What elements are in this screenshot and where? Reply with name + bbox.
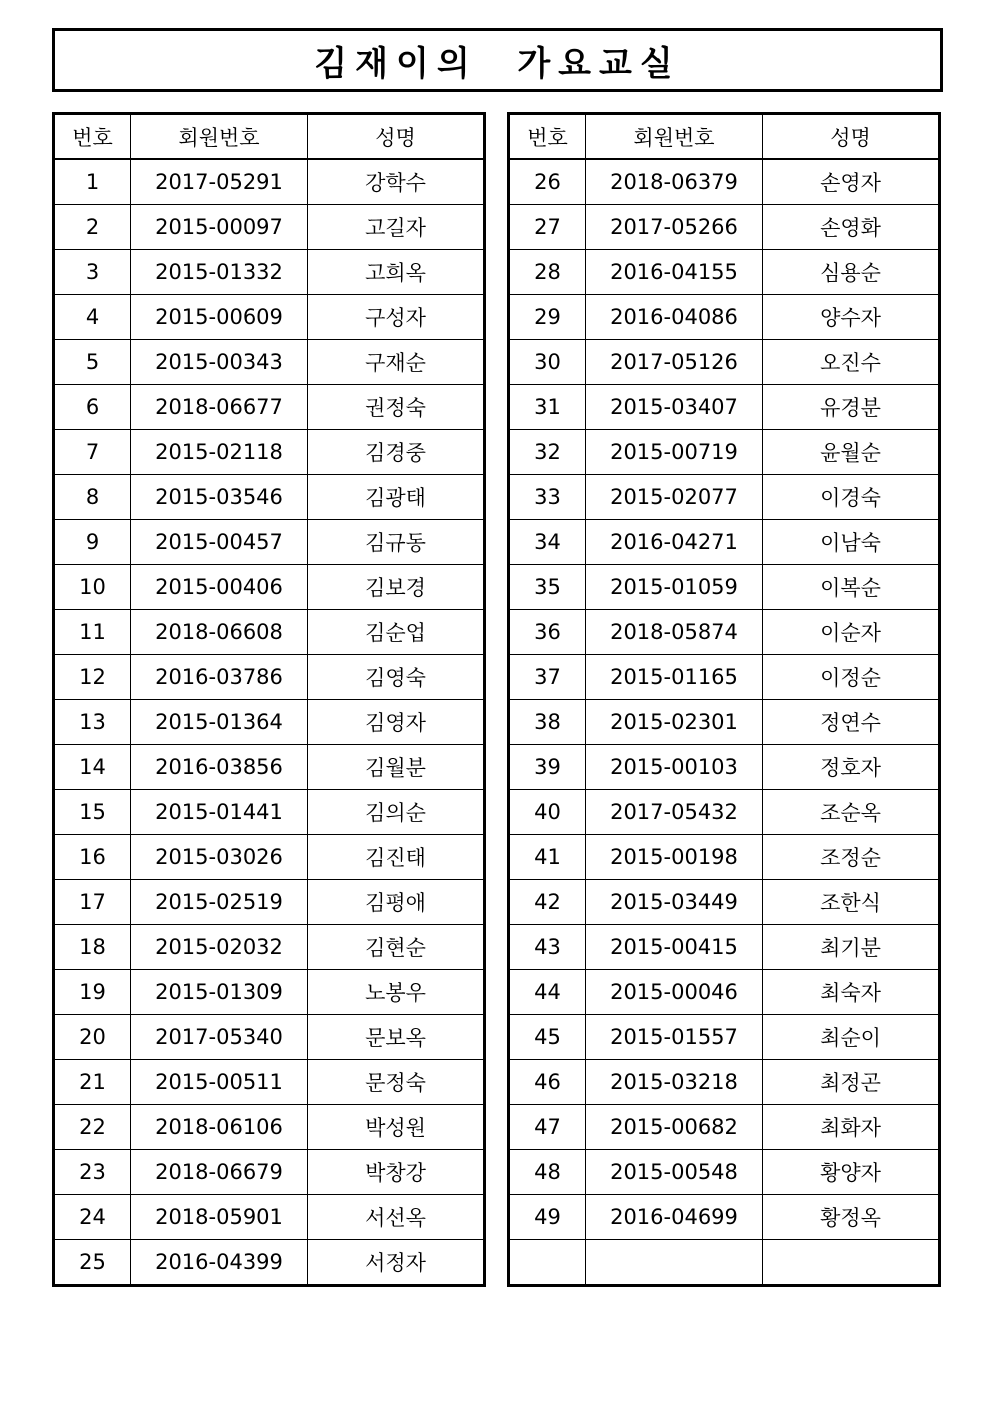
cell-no: 46 [509,1060,586,1105]
table-row [509,159,940,205]
cell-no: 2 [54,205,131,250]
cell-no: 22 [54,1105,131,1150]
table-row [54,790,485,835]
table-row [509,295,940,340]
cell-name: 김경중 [308,430,485,475]
table-row [54,340,485,385]
cell-member-no: 2018-06379 [586,159,763,205]
cell-member-no: 2015-00406 [131,565,308,610]
table-row [54,1150,485,1195]
header-row [509,114,940,160]
cell-name: 김규동 [308,520,485,565]
table-row [54,835,485,880]
header-name: 성명 [308,114,485,160]
cell-no: 24 [54,1195,131,1240]
header-no: 번호 [54,114,131,160]
cell-member-no: 2015-01441 [131,790,308,835]
cell-name: 박성원 [308,1105,485,1150]
table-row [54,655,485,700]
table-row [509,925,940,970]
cell-name: 이순자 [763,610,940,655]
cell-no: 17 [54,880,131,925]
cell-member-no: 2015-00343 [131,340,308,385]
cell-name: 서정자 [308,1240,485,1286]
cell-member-no: 2015-03218 [586,1060,763,1105]
cell-member-no: 2016-03786 [131,655,308,700]
cell-name: 권정숙 [308,385,485,430]
cell-name: 김광태 [308,475,485,520]
cell-member-no: 2017-05340 [131,1015,308,1060]
cell-member-no: 2015-00198 [586,835,763,880]
table-row [54,295,485,340]
cell-member-no: 2015-00415 [586,925,763,970]
cell-name: 최화자 [763,1105,940,1150]
header-row [54,114,485,160]
cell-name: 김순업 [308,610,485,655]
cell-no: 8 [54,475,131,520]
cell-name: 황정옥 [763,1195,940,1240]
cell-name: 심용순 [763,250,940,295]
cell-member-no: 2016-04086 [586,295,763,340]
cell-name: 최순이 [763,1015,940,1060]
cell-member-no: 2016-04155 [586,250,763,295]
cell-member-no: 2015-01364 [131,700,308,745]
cell-name: 고길자 [308,205,485,250]
table-row [509,1240,940,1286]
cell-name: 조한식 [763,880,940,925]
cell-name: 김평애 [308,880,485,925]
cell-member-no: 2016-03856 [131,745,308,790]
cell-no: 30 [509,340,586,385]
table-row [54,159,485,205]
cell-name: 고희옥 [308,250,485,295]
cell-member-no: 2015-01557 [586,1015,763,1060]
cell-name: 김월분 [308,745,485,790]
table-row [54,250,485,295]
cell-no: 18 [54,925,131,970]
table-row [54,385,485,430]
cell-no: 12 [54,655,131,700]
table-row [509,475,940,520]
cell-no: 45 [509,1015,586,1060]
cell-no: 28 [509,250,586,295]
cell-no: 14 [54,745,131,790]
cell-no: 5 [54,340,131,385]
cell-member-no [586,1240,763,1286]
cell-member-no: 2015-01332 [131,250,308,295]
table-row [509,655,940,700]
cell-no: 37 [509,655,586,700]
cell-member-no: 2015-00682 [586,1105,763,1150]
cell-member-no: 2015-03546 [131,475,308,520]
table-row [509,700,940,745]
cell-no [509,1240,586,1286]
header-name: 성명 [763,114,940,160]
cell-no: 7 [54,430,131,475]
cell-no: 27 [509,205,586,250]
cell-name: 양수자 [763,295,940,340]
cell-name: 강학수 [308,159,485,205]
table-row [509,340,940,385]
cell-name: 오진수 [763,340,940,385]
cell-name: 윤월순 [763,430,940,475]
cell-member-no: 2017-05126 [586,340,763,385]
table-row [509,565,940,610]
cell-name: 이복순 [763,565,940,610]
table-row [509,385,940,430]
table-row [54,610,485,655]
cell-name: 손영화 [763,205,940,250]
cell-no: 41 [509,835,586,880]
cell-name: 조순옥 [763,790,940,835]
table-row [509,430,940,475]
table-row [509,835,940,880]
cell-name: 정연수 [763,700,940,745]
table-row [509,790,940,835]
table-row [509,205,940,250]
table-row [54,1240,485,1286]
cell-no: 6 [54,385,131,430]
cell-no: 15 [54,790,131,835]
cell-member-no: 2015-00097 [131,205,308,250]
cell-member-no: 2018-06106 [131,1105,308,1150]
cell-member-no: 2015-01059 [586,565,763,610]
table-row [509,610,940,655]
cell-name: 문정숙 [308,1060,485,1105]
cell-member-no: 2016-04699 [586,1195,763,1240]
cell-name: 황양자 [763,1150,940,1195]
header-no: 번호 [509,114,586,160]
cell-no: 36 [509,610,586,655]
cell-member-no: 2015-00457 [131,520,308,565]
table-row [54,565,485,610]
cell-no: 19 [54,970,131,1015]
table-row [509,1105,940,1150]
cell-no: 35 [509,565,586,610]
cell-name [763,1240,940,1286]
cell-no: 1 [54,159,131,205]
cell-no: 23 [54,1150,131,1195]
cell-no: 47 [509,1105,586,1150]
cell-member-no: 2015-00719 [586,430,763,475]
cell-name: 조정순 [763,835,940,880]
table-row [509,520,940,565]
cell-name: 이정순 [763,655,940,700]
cell-no: 44 [509,970,586,1015]
cell-no: 40 [509,790,586,835]
table-row [509,745,940,790]
cell-member-no: 2015-01309 [131,970,308,1015]
table-row [54,1195,485,1240]
table-row [54,205,485,250]
cell-name: 김보경 [308,565,485,610]
roster-table-right [507,112,941,1287]
cell-member-no: 2017-05291 [131,159,308,205]
cell-member-no: 2015-00046 [586,970,763,1015]
cell-no: 34 [509,520,586,565]
cell-no: 10 [54,565,131,610]
cell-no: 38 [509,700,586,745]
cell-member-no: 2015-00609 [131,295,308,340]
cell-member-no: 2015-02118 [131,430,308,475]
table-row [509,250,940,295]
cell-member-no: 2017-05266 [586,205,763,250]
table-row [509,1195,940,1240]
cell-member-no: 2015-03407 [586,385,763,430]
cell-name: 김영숙 [308,655,485,700]
table-row [54,520,485,565]
cell-no: 42 [509,880,586,925]
table-row [509,880,940,925]
cell-name: 손영자 [763,159,940,205]
cell-member-no: 2015-03449 [586,880,763,925]
cell-member-no: 2018-06679 [131,1150,308,1195]
cell-member-no: 2018-05874 [586,610,763,655]
roster-body-right [509,159,940,1286]
cell-no: 25 [54,1240,131,1286]
cell-member-no: 2015-00103 [586,745,763,790]
header-member-no: 회원번호 [131,114,308,160]
table-row [509,1015,940,1060]
table-row [509,1150,940,1195]
cell-name: 최기분 [763,925,940,970]
cell-member-no: 2015-02077 [586,475,763,520]
cell-no: 9 [54,520,131,565]
cell-no: 20 [54,1015,131,1060]
header-member-no: 회원번호 [586,114,763,160]
table-row [509,970,940,1015]
table-row [54,880,485,925]
cell-no: 13 [54,700,131,745]
cell-member-no: 2015-01165 [586,655,763,700]
cell-name: 서선옥 [308,1195,485,1240]
cell-member-no: 2015-03026 [131,835,308,880]
cell-name: 노봉우 [308,970,485,1015]
title-box [52,28,943,92]
cell-member-no: 2018-06608 [131,610,308,655]
cell-no: 43 [509,925,586,970]
table-row [54,1060,485,1105]
table-row [54,475,485,520]
table-row [509,1060,940,1105]
cell-name: 구재순 [308,340,485,385]
cell-member-no: 2015-00548 [586,1150,763,1195]
cell-name: 최정곤 [763,1060,940,1105]
cell-name: 정호자 [763,745,940,790]
cell-no: 48 [509,1150,586,1195]
cell-no: 39 [509,745,586,790]
cell-name: 김의순 [308,790,485,835]
cell-name: 유경분 [763,385,940,430]
table-row [54,1105,485,1150]
cell-name: 이남숙 [763,520,940,565]
cell-name: 김현순 [308,925,485,970]
cell-no: 21 [54,1060,131,1105]
cell-member-no: 2015-00511 [131,1060,308,1105]
page-title: 김재이의 가요교실 [314,43,681,84]
cell-no: 11 [54,610,131,655]
cell-name: 박창강 [308,1150,485,1195]
table-row [54,745,485,790]
cell-member-no: 2018-06677 [131,385,308,430]
cell-member-no: 2016-04271 [586,520,763,565]
cell-no: 32 [509,430,586,475]
cell-no: 29 [509,295,586,340]
cell-no: 31 [509,385,586,430]
cell-member-no: 2016-04399 [131,1240,308,1286]
cell-member-no: 2018-05901 [131,1195,308,1240]
table-row [54,430,485,475]
cell-no: 16 [54,835,131,880]
cell-name: 구성자 [308,295,485,340]
cell-name: 이경숙 [763,475,940,520]
roster-table-left [52,112,486,1287]
cell-no: 33 [509,475,586,520]
cell-member-no: 2015-02519 [131,880,308,925]
cell-no: 4 [54,295,131,340]
roster-body-left [54,159,485,1286]
table-row [54,700,485,745]
cell-no: 49 [509,1195,586,1240]
cell-member-no: 2015-02301 [586,700,763,745]
table-row [54,970,485,1015]
cell-name: 김진태 [308,835,485,880]
cell-member-no: 2017-05432 [586,790,763,835]
cell-name: 문보옥 [308,1015,485,1060]
cell-name: 최숙자 [763,970,940,1015]
cell-no: 26 [509,159,586,205]
cell-no: 3 [54,250,131,295]
table-row [54,1015,485,1060]
table-row [54,925,485,970]
cell-member-no: 2015-02032 [131,925,308,970]
cell-name: 김영자 [308,700,485,745]
